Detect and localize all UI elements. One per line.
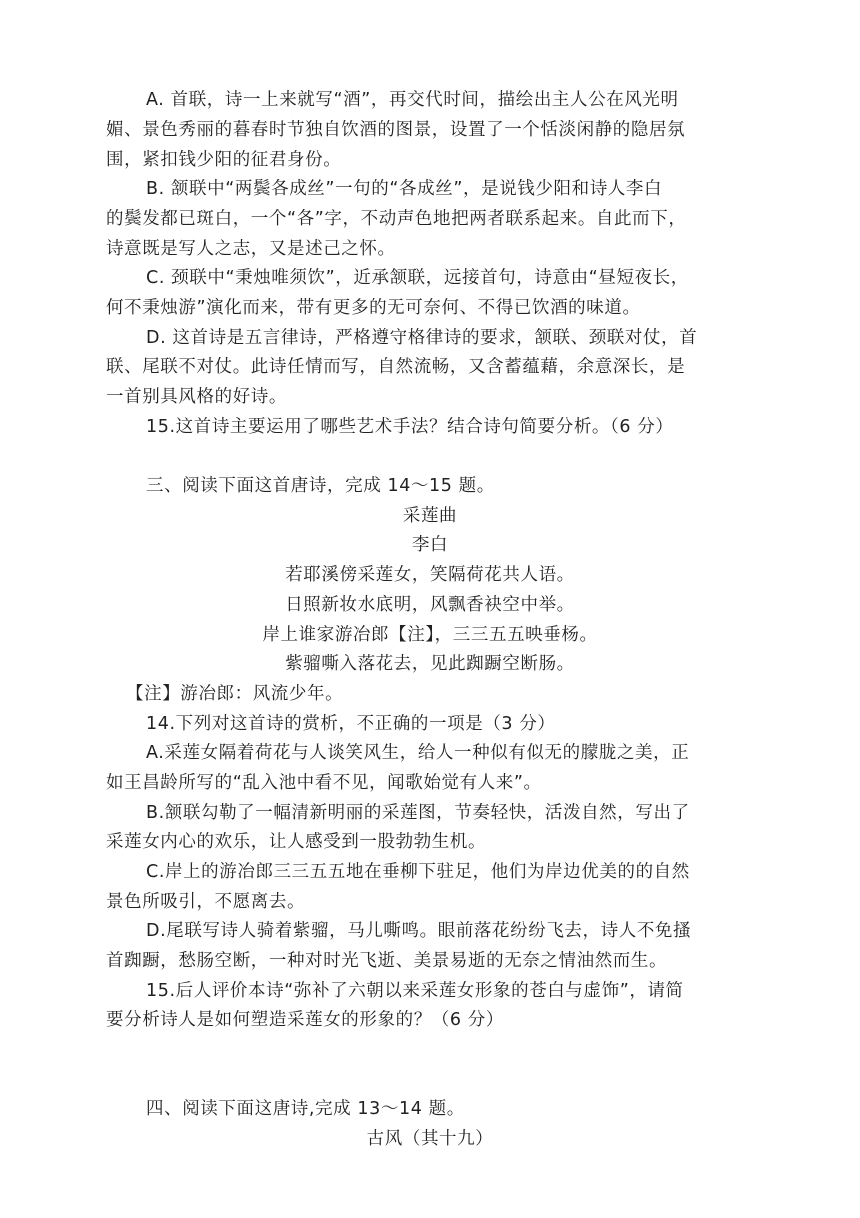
option-a-line-1: A. 首联，诗一上来就写“酒”，再交代时间，描绘出主人公在风光明 [146,90,679,110]
q14-option-c-line-2: 景色所吸引，不愿离去。 [106,892,306,912]
poem-line-1: 若耶溪傍采莲女，笑隔荷花共人语。 [285,565,575,585]
section-4-heading: 四、阅读下面这唐诗,完成 13～14 题。 [146,1099,465,1119]
question-15-line-1: 15.后人评价本诗“弥补了六朝以来采莲女形象的苍白与虚饰”，请简 [146,981,684,1001]
option-a-line-3: 围，紧扣钱少阳的征君身份。 [106,150,342,170]
q14-option-a-line-2: 如王昌龄所写的“乱入池中看不见，闻歌始觉有人来”。 [106,773,542,793]
option-b-line-2: 的鬓发都已斑白，一个“各”字，不动声色地把两者联系起来。自此而下， [106,209,687,229]
poem-line-3: 岸上谁家游冶郎【注】，三三五五映垂杨。 [262,625,598,645]
section-4-poem-title: 古风（其十九） [366,1129,494,1149]
q14-option-d-line-1: D.尾联写诗人骑着紫骝，马儿嘶鸣。眼前落花纷纷飞去，诗人不免搔 [146,921,692,941]
option-c-line-1: C. 颈联中“秉烛唯须饮”，近承颔联，远接首句，诗意由“昼短夜长， [146,268,689,288]
q14-option-c-line-1: C.岸上的游冶郎三三五五地在垂柳下驻足，他们为岸边优美的的自然 [146,862,690,882]
option-b-line-1: B. 颔联中“两鬓各成丝”一句的“各成丝”，是说钱少阳和诗人李白 [146,179,663,199]
option-d-line-2: 联、尾联不对仗。此诗任情而写，自然流畅，又含蓄蕴藉，余意深长，是 [106,357,686,377]
q14-option-b-line-2: 采莲女内心的欢乐，让人感受到一股勃勃生机。 [106,832,487,852]
option-d-line-1: D. 这首诗是五言律诗，严格遵守格律诗的要求，颔联、颈联对仗，首 [146,328,698,348]
option-b-line-3: 诗意既是写人之志，又是述己之怀。 [106,239,396,259]
question-15-first: 15.这首诗主要运用了哪些艺术手法？结合诗句简要分析。（6 分） [146,417,674,437]
option-a-line-2: 媚、景色秀丽的暮春时节独自饮酒的图景，设置了一个恬淡闲静的隐居氛 [106,120,686,140]
poem-title: 采莲曲 [402,506,458,526]
poem-line-2: 日照新妆水底明，风飘香袂空中举。 [285,595,575,615]
option-c-line-2: 何不秉烛游”演化而来，带有更多的无可奈何、不得已饮酒的味道。 [106,298,641,318]
option-d-line-3: 一首别具风格的好诗。 [106,387,287,407]
q14-option-a-line-1: A.采莲女隔着荷花与人谈笑风生，给人一种似有似无的朦胧之美，正 [146,743,690,763]
question-15-line-2: 要分析诗人是如何塑造采莲女的形象的？（6 分） [106,1010,504,1030]
poem-author: 李白 [411,535,449,555]
q14-option-b-line-1: B.颔联勾勒了一幅清新明丽的采莲图，节奏轻快，活泼自然，写出了 [146,803,690,823]
section-3-heading: 三、阅读下面这首唐诗，完成 14～15 题。 [146,476,495,496]
poem-line-4: 紫骝嘶入落花去，见此踟蹰空断肠。 [285,654,575,674]
poem-note: 【注】游冶郎：风流少年。 [126,684,344,704]
q14-option-d-line-2: 首踟蹰，愁肠空断，一种对时光飞逝、美景易逝的无奈之情油然而生。 [106,951,668,971]
question-14: 14.下列对这首诗的赏析，不正确的一项是（3 分） [146,714,556,734]
